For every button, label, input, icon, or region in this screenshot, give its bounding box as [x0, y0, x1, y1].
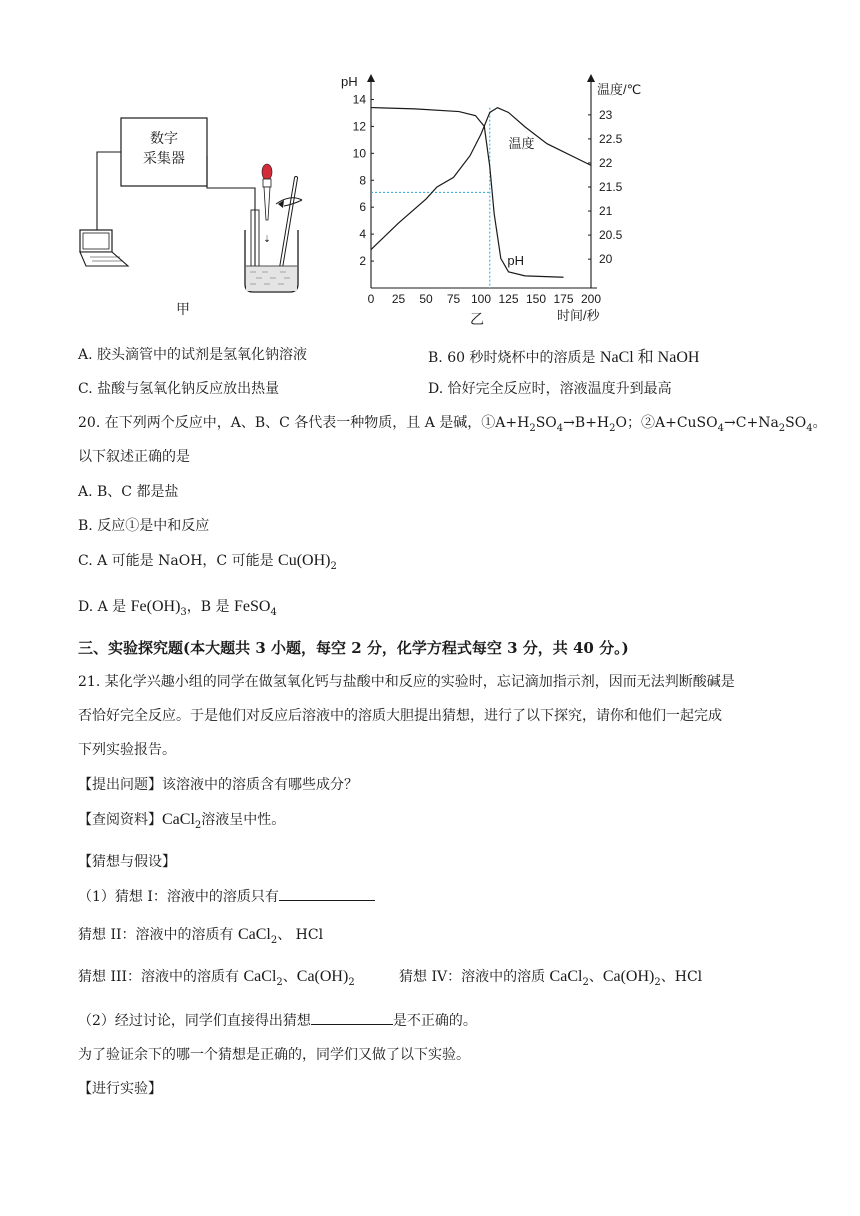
x-tick-label: 150 — [525, 292, 547, 306]
dropper-icon — [262, 164, 272, 244]
q21-hypothesis-title: 【猜想与假设】 — [78, 854, 176, 870]
y-left-tick-label: 6 — [359, 200, 366, 215]
y-right-tick-label: 22.5 — [599, 131, 623, 146]
beaker-icon — [245, 230, 298, 292]
y-right-label: 温度/℃ — [597, 82, 642, 97]
q19-option-b: B. 60 秒时烧杯中的溶质是 NaCl 和 NaOH — [428, 349, 700, 366]
q20-option-d: D. A 是 $Fe(OH)_3$，B 是 FeSO$_4$ — [78, 598, 277, 618]
y-right-tick-label: 21 — [599, 204, 613, 219]
q21-ask: 【提出问题】该溶液中的溶质含有哪些成分？ — [78, 777, 358, 793]
q21-line-2: 否恰好完全反应。于是他们对反应后溶液中的溶质大胆提出猜想，进行了以下探究，请你和他们一起完成 — [78, 708, 722, 724]
y-left-arrow-icon — [367, 74, 375, 82]
q20-stem-2: 以下叙述正确的是 — [78, 449, 190, 465]
y-left-tick-label: 4 — [359, 227, 366, 242]
q20-option-a: A. B、C 都是盐 — [78, 484, 179, 500]
figure-caption-jia: 甲 — [176, 301, 190, 317]
series-annotation: pH — [507, 253, 525, 269]
y-right-arrow-icon — [587, 74, 595, 82]
q21-hypothesis-4: 猜想 IV：溶液中的溶质 CaCl$_2$、$Ca(OH)_2$、HCl — [399, 968, 703, 988]
q21-verify: 为了验证余下的哪一个猜想是正确的，同学们又做了以下实验。 — [78, 1047, 470, 1063]
x-tick-label: 175 — [553, 292, 574, 306]
q21-hypothesis-2: 猜想 II：溶液中的溶质有 CaCl$_2$、 HCl — [78, 926, 324, 946]
x-tick-label: 200 — [580, 292, 602, 306]
x-tick-label: 125 — [498, 292, 519, 306]
collector-label-1: 数字 — [150, 130, 178, 146]
y-left-tick-label: 10 — [352, 146, 366, 161]
y-right-tick-label: 23 — [599, 107, 613, 122]
y-right-tick-label: 20 — [599, 252, 613, 267]
q21-hypothesis-3: 猜想 III：溶液中的溶质有 CaCl$_2$、$Ca(OH)_2$ — [78, 968, 355, 988]
y-left-tick-label: 2 — [359, 254, 366, 269]
q19-option-d: D. 恰好完全反应时，溶液温度升到最高 — [428, 381, 672, 397]
ph-temperature-chart — [335, 72, 642, 332]
answer-blank-2[interactable] — [311, 1010, 393, 1025]
q20-option-b: B. 反应①是中和反应 — [78, 518, 210, 534]
y-left-tick-label: 12 — [352, 119, 366, 134]
x-tick-label: 50 — [419, 292, 433, 306]
x-tick-label: 75 — [446, 292, 461, 306]
q20-stem: 20. 在下列两个反应中，A、B、C 各代表一种物质，且 A 是碱，$①A+H_2SO_4\to B+H_2O$；$②A+CuSO_4\to C+Na_2SO_4$。 — [78, 415, 827, 434]
x-tick-label: 100 — [470, 292, 492, 306]
series-annotation: 温度 — [508, 135, 535, 151]
q21-line-3: 下列实验报告。 — [78, 742, 176, 758]
y-right-tick-label: 22 — [599, 155, 613, 170]
q19-option-c: C. 盐酸与氢氧化钠反应放出热量 — [78, 381, 280, 397]
q21-line-1: 21. 某化学兴趣小组的同学在做氢氧化钙与盐酸中和反应的实验时，忘记滴加指示剂，因而无法判断酸碱是 — [78, 674, 735, 690]
y-left-label: pH — [341, 74, 358, 89]
y-right-tick-label: 20.5 — [599, 228, 623, 243]
laptop-icon — [80, 230, 128, 266]
probe-icon — [251, 210, 259, 270]
answer-blank-1[interactable] — [279, 886, 375, 901]
q21-question-2: （2）经过讨论，同学们直接得出猜想 是不正确的。 — [78, 1010, 477, 1030]
q21-reference: 【查阅资料】CaCl$_2$溶液呈中性。 — [78, 811, 286, 831]
chart-caption: 乙 — [470, 311, 484, 327]
q21-experiment-title: 【进行实验】 — [78, 1081, 162, 1097]
y-left-tick-label: 14 — [352, 92, 366, 107]
series-line-temperature — [371, 108, 591, 250]
y-left-tick-label: 8 — [359, 173, 366, 188]
svg-text:⇣: ⇣ — [263, 234, 271, 244]
q21-hypothesis-1: （1）猜想 I：溶液中的溶质只有 — [78, 886, 375, 906]
x-tick-label: 25 — [391, 292, 406, 306]
collector-label-2: 采集器 — [143, 150, 185, 166]
q20-option-c: C. A 可能是 NaOH，C 可能是 $Cu(OH)_2$ — [78, 552, 337, 572]
y-right-tick-label: 21.5 — [599, 180, 623, 194]
section-three-title: 三、实验探究题(本大题共 3 小题，每空 2 分，化学方程式每空 3 分，共 40 分。) — [78, 639, 629, 657]
q19-option-a: A. 胶头滴管中的试剂是氢氧化钠溶液 — [78, 347, 308, 363]
x-tick-label: 0 — [367, 292, 375, 306]
x-axis-label: 时间/秒 — [557, 308, 600, 323]
